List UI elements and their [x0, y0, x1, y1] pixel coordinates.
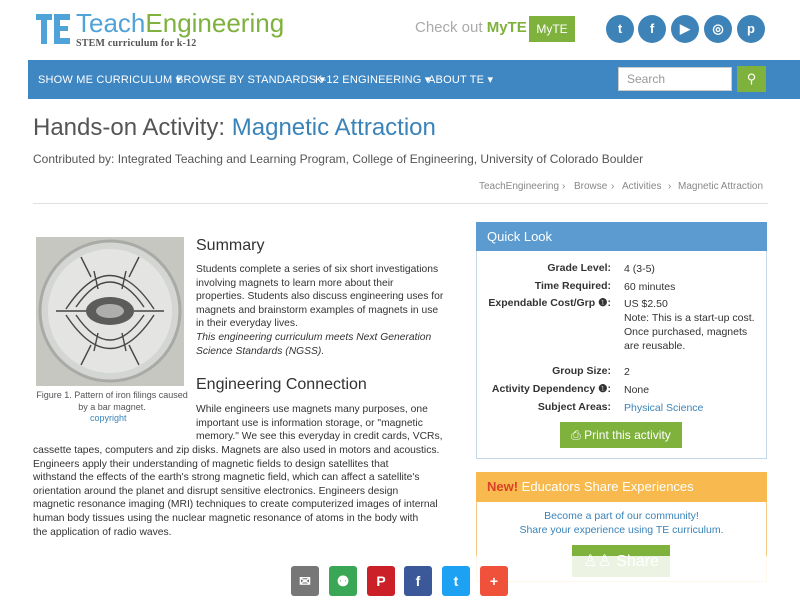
teachengineering-logo-icon[interactable]	[36, 12, 70, 46]
brand-tagline: STEM curriculum for k-12	[76, 38, 197, 49]
educators-share-heading: New! Educators Share Experiences	[476, 472, 767, 502]
figure-caption: Figure 1. Pattern of iron filings caused by a bar magnet.	[36, 390, 188, 412]
activity-dependency-value: None	[624, 384, 650, 396]
myte-button[interactable]: MyTE	[529, 16, 575, 42]
brand-name[interactable]: TeachEngineering	[76, 8, 285, 38]
breadcrumb-separator-icon: ›	[562, 181, 566, 192]
activity-dependency-label[interactable]: Activity Dependency ❶:	[491, 383, 611, 395]
breadcrumb-current: Magnetic Attraction	[678, 181, 764, 192]
facebook-icon[interactable]: f	[404, 566, 432, 596]
email-icon[interactable]: ✉	[291, 566, 319, 596]
quick-look-heading: Quick Look	[476, 222, 767, 251]
expendable-cost-label[interactable]: Expendable Cost/Grp ❶:	[488, 297, 611, 309]
search-input[interactable]: Search	[618, 67, 732, 91]
grade-level-label: Grade Level:	[547, 262, 611, 274]
group-size-value: 2	[624, 366, 630, 378]
group-size-label: Group Size:	[552, 365, 611, 377]
breadcrumb-separator-icon: ›	[611, 181, 615, 192]
breadcrumb-home[interactable]: TeachEngineering	[479, 181, 560, 192]
search-button[interactable]	[737, 66, 766, 92]
google-classroom-icon[interactable]: ⚉	[329, 566, 357, 596]
breadcrumb-activities[interactable]: Activities	[622, 181, 662, 192]
breadcrumb-separator-icon: ›	[668, 181, 672, 192]
breadcrumb-browse[interactable]: Browse	[574, 181, 608, 192]
search-icon: ⚲	[746, 71, 757, 86]
nav-k12-engineering[interactable]: K-12 ENGINEERING ▾	[315, 74, 431, 86]
subject-areas-label: Subject Areas:	[537, 401, 611, 413]
ngss-note: This engineering curriculum meets Next Generation	[196, 331, 432, 343]
pinterest-icon[interactable]: p	[737, 15, 765, 43]
contributed-by: Contributed by: Integrated Teaching and Learning Program, College of Engineering, University of Colorado Boulder	[33, 152, 644, 166]
community-invite-text: Become a part of our community!	[544, 510, 699, 522]
engineering-connection-heading: Engineering Connection	[196, 376, 367, 393]
nav-about-te[interactable]: ABOUT TE ▾	[428, 74, 494, 86]
engineering-text-top: While engineers use magnets many purposes, one important use is information storage, or "magnetic memory." We see this everyday in credit cards, VCRs,	[196, 404, 443, 443]
copyright-link[interactable]: copyright	[90, 413, 127, 423]
youtube-icon[interactable]: ▶	[671, 15, 699, 43]
twitter-icon[interactable]: t	[442, 566, 470, 596]
facebook-icon[interactable]: f	[638, 15, 666, 43]
twitter-icon[interactable]: t	[606, 15, 634, 43]
pinterest-icon[interactable]: P	[367, 566, 395, 596]
time-required-label: Time Required:	[534, 280, 611, 292]
time-required-value: 60 minutes	[624, 281, 676, 293]
share-experience-text: Share your experience using TE curriculum.	[519, 524, 724, 536]
summary-heading: Summary	[196, 237, 265, 254]
grade-level-value: 4 (3-5)	[624, 263, 655, 275]
iron-filings-photo[interactable]	[36, 237, 184, 386]
print-activity-button[interactable]: ⎙ Print this activity	[560, 422, 682, 448]
more-icon[interactable]: +	[480, 566, 508, 596]
nav-show-me-curriculum[interactable]: SHOW ME CURRICULUM ▾	[38, 74, 182, 86]
divider	[33, 203, 768, 204]
nav-browse-by-standards[interactable]: BROWSE BY STANDARDS ▾	[176, 74, 326, 86]
cost-note: Note: This is a start-up cost.	[624, 312, 755, 324]
instagram-icon[interactable]: ◎	[704, 15, 732, 43]
page-title: Hands-on Activity: Magnetic Attraction	[33, 114, 436, 141]
engineering-text-bottom: cassette tapes, computers and zip disks. Magnets are also used in motors and acoustics. Engineers apply their understanding of magnetic fields to design satellites that withstand the effects of the earth's strong magnetic field, which can affect a satellite's orientation around the planet and disrupt sensitive electronics. Engineers design magnetic resonance imaging (MRI) techniques to create computerized images of internal human body tissues using the nuclear magnetic resonance of atoms in the body with the application of radio waves.	[33, 445, 440, 538]
checkout-myte-text[interactable]: Check out MyTE	[415, 19, 527, 36]
subject-area-link[interactable]: Physical Science	[624, 402, 704, 414]
print-icon: ⎙	[571, 428, 585, 442]
summary-text: Students complete a series of six short investigations involving magnets to learn more about their properties. Students also discuss engineering uses for magnets and brainstorm examples of magnets in use in their everyday lives. This engineering curriculum meets Next Generation Science Standards (NGSS).	[196, 263, 461, 358]
expendable-cost-value: US $2.50 Note: This is a start-up cost. Once purchased, magnets are reusable.	[624, 298, 755, 352]
share-bar-backdrop	[0, 556, 800, 600]
